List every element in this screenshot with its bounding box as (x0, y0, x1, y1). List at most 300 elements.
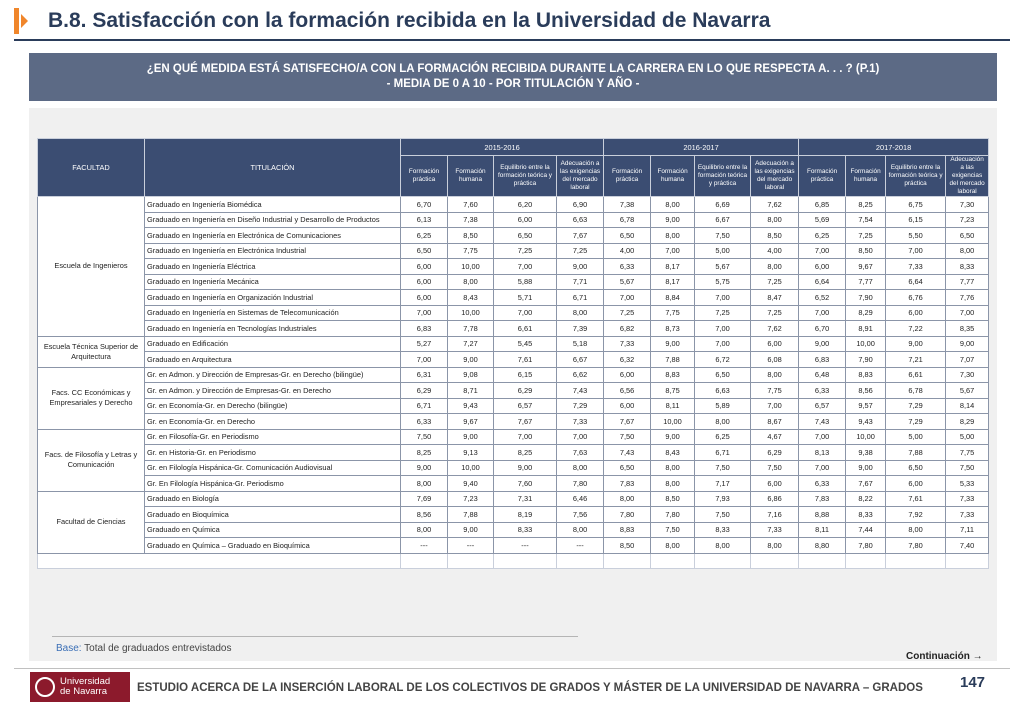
value-cell: 8,47 (751, 290, 799, 306)
value-cell: 7,00 (651, 243, 695, 259)
value-cell: 7,00 (695, 321, 751, 337)
value-cell: 8,73 (651, 321, 695, 337)
value-cell: 7,75 (651, 305, 695, 321)
value-cell: 6,50 (946, 228, 989, 244)
table-row (38, 507, 989, 523)
value-cell: 7,00 (695, 336, 751, 352)
value-cell: 8,00 (751, 367, 799, 383)
value-cell: 6,72 (695, 352, 751, 368)
value-cell: 8,22 (846, 491, 886, 507)
value-cell: 7,25 (494, 243, 557, 259)
value-cell: 7,56 (557, 507, 604, 523)
table-row (38, 352, 989, 368)
header-subcolumn: Equilibrio entre la formación teórica y práctica (494, 156, 557, 197)
value-cell: 8,35 (946, 321, 989, 337)
titulacion-cell: Graduado en Ingeniería en Sistemas de Telecomunicación (145, 305, 401, 321)
value-cell: 5,67 (946, 383, 989, 399)
facultad-cell: Facs. de Filosofía y Letras y Comunicación (38, 429, 145, 491)
value-cell: 6,32 (604, 352, 651, 368)
value-cell: 8,29 (946, 414, 989, 430)
value-cell: 7,21 (886, 352, 946, 368)
table-row (38, 445, 989, 461)
base-note (56, 643, 232, 654)
value-cell: 9,00 (401, 460, 448, 476)
value-cell: 7,33 (751, 522, 799, 538)
value-cell: 8,75 (651, 383, 695, 399)
titulacion-cell: Gr. en Admon. y Dirección de Empresas-Gr. en Derecho (bilingüe) (145, 367, 401, 383)
continuation-link[interactable]: Continuación → (906, 651, 983, 662)
value-cell: 7,33 (604, 336, 651, 352)
value-cell: 7,75 (751, 383, 799, 399)
value-cell: 7,25 (557, 243, 604, 259)
header-subcolumn: Adecuación a las exigencias del mercado laboral (557, 156, 604, 197)
value-cell: 7,00 (946, 305, 989, 321)
header-subcolumn: Adecuación a las exigencias del mercado laboral (751, 156, 799, 197)
table-row (38, 259, 989, 275)
value-cell: 8,43 (448, 290, 494, 306)
value-cell: 6,64 (799, 274, 846, 290)
value-cell: 8,83 (651, 367, 695, 383)
value-cell: 6,62 (557, 367, 604, 383)
value-cell: 7,00 (751, 398, 799, 414)
value-cell: 8,83 (604, 522, 651, 538)
value-cell: 7,38 (448, 212, 494, 228)
header-subcolumn: Equilibrio entre la formación teórica y práctica (886, 156, 946, 197)
value-cell: 6,25 (695, 429, 751, 445)
value-cell: 9,67 (448, 414, 494, 430)
facultad-cell: Facs. CC Económicas y Empresariales y Derecho (38, 367, 145, 429)
value-cell: 7,93 (695, 491, 751, 507)
table-row (38, 228, 989, 244)
titulacion-cell: Graduado en Edificación (145, 336, 401, 352)
value-cell: 8,00 (651, 460, 695, 476)
total-value-cell: 7,20 (557, 553, 604, 569)
value-cell: 9,00 (946, 336, 989, 352)
value-cell: 6,46 (557, 491, 604, 507)
facultad-cell: Facultad de Ciencias (38, 491, 145, 553)
table-row (38, 305, 989, 321)
value-cell: 5,67 (604, 274, 651, 290)
titulacion-cell: Graduado en Ingeniería en Tecnologías Industriales (145, 321, 401, 337)
value-cell: 8,00 (651, 197, 695, 213)
value-cell: 9,00 (846, 460, 886, 476)
value-cell: 7,80 (846, 538, 886, 554)
value-cell: 9,08 (448, 367, 494, 383)
titulacion-cell: Gr. en Economía-Gr. en Derecho (145, 414, 401, 430)
value-cell: 7,60 (494, 476, 557, 492)
value-cell: 6,83 (401, 321, 448, 337)
header-subcolumn: Formación práctica (604, 156, 651, 197)
value-cell: 10,00 (448, 259, 494, 275)
value-cell: 7,76 (946, 290, 989, 306)
value-cell: 8,33 (695, 522, 751, 538)
value-cell: 6,70 (401, 197, 448, 213)
total-value-cell: 8,64 (448, 553, 494, 569)
header-year: 2017-2018 (799, 139, 989, 156)
total-value-cell: 7,23 (946, 553, 989, 569)
value-cell: 10,00 (448, 305, 494, 321)
value-cell: 7,30 (946, 367, 989, 383)
value-cell: 7,25 (751, 305, 799, 321)
value-cell: 6,50 (401, 243, 448, 259)
value-cell: 7,67 (557, 228, 604, 244)
value-cell: 8,33 (946, 259, 989, 275)
value-cell: 8,00 (886, 522, 946, 538)
value-cell: 9,00 (886, 336, 946, 352)
header-subcolumn: Equilibrio entre la formación teórica y práctica (695, 156, 751, 197)
titulacion-cell: Gr. en Economía-Gr. en Derecho (bilingüe) (145, 398, 401, 414)
value-cell: 8,25 (401, 445, 448, 461)
value-cell: 8,00 (651, 538, 695, 554)
value-cell: --- (557, 538, 604, 554)
header-year: 2016-2017 (604, 139, 799, 156)
value-cell: 8,00 (695, 538, 751, 554)
value-cell: 6,33 (799, 476, 846, 492)
value-cell: 8,88 (799, 507, 846, 523)
value-cell: 7,00 (695, 290, 751, 306)
logo-line-2: de Navarra (60, 686, 107, 697)
value-cell: 5,75 (695, 274, 751, 290)
value-cell: 7,83 (799, 491, 846, 507)
value-cell: 7,67 (846, 476, 886, 492)
value-cell: 6,13 (401, 212, 448, 228)
value-cell: 6,50 (604, 228, 651, 244)
value-cell: 7,43 (604, 445, 651, 461)
table-row (38, 460, 989, 476)
header-subcolumn: Formación humana (651, 156, 695, 197)
value-cell: 5,00 (695, 243, 751, 259)
value-cell: 5,00 (886, 429, 946, 445)
header-titulacion: TITULACIÓN (145, 139, 401, 197)
total-row (38, 553, 989, 569)
value-cell: 7,00 (799, 429, 846, 445)
value-cell: 7,11 (946, 522, 989, 538)
value-cell: 7,29 (886, 398, 946, 414)
value-cell: 4,00 (751, 243, 799, 259)
titulacion-cell: Graduado en Arquitectura (145, 352, 401, 368)
table-row (38, 398, 989, 414)
value-cell: 7,62 (751, 197, 799, 213)
value-cell: 6,63 (695, 383, 751, 399)
header-subcolumn: Formación práctica (799, 156, 846, 197)
value-cell: 6,70 (799, 321, 846, 337)
value-cell: 6,78 (604, 212, 651, 228)
total-label: TOTAL (38, 553, 401, 569)
total-value-cell: 7,01 (604, 553, 651, 569)
value-cell: 7,90 (846, 352, 886, 368)
value-cell: 7,31 (494, 491, 557, 507)
value-cell: 8,00 (557, 305, 604, 321)
value-cell: 8,50 (751, 228, 799, 244)
table-row (38, 321, 989, 337)
value-cell: 7,75 (946, 445, 989, 461)
value-cell: 7,25 (695, 305, 751, 321)
value-cell: 6,64 (886, 274, 946, 290)
value-cell: 6,25 (401, 228, 448, 244)
value-cell: 6,50 (695, 367, 751, 383)
value-cell: 7,22 (886, 321, 946, 337)
titulacion-cell: Graduado en Ingeniería Mecánica (145, 274, 401, 290)
titulacion-cell: Gr. en Historia-Gr. en Periodismo (145, 445, 401, 461)
value-cell: 6,63 (557, 212, 604, 228)
value-cell: 7,07 (946, 352, 989, 368)
value-cell: 8,91 (846, 321, 886, 337)
value-cell: 6,15 (886, 212, 946, 228)
question-banner (29, 53, 997, 101)
titulacion-cell: Graduado en Ingeniería en Electrónica de Comunicaciones (145, 228, 401, 244)
value-cell: 8,17 (651, 274, 695, 290)
value-cell: 6,57 (494, 398, 557, 414)
value-cell: 6,00 (886, 476, 946, 492)
value-cell: 7,50 (604, 429, 651, 445)
value-cell: 6,50 (886, 460, 946, 476)
value-cell: 4,67 (751, 429, 799, 445)
value-cell: 8,00 (751, 212, 799, 228)
table-row (38, 197, 989, 213)
value-cell: 6,90 (557, 197, 604, 213)
title-divider (14, 39, 1010, 41)
value-cell: 6,85 (799, 197, 846, 213)
chevron-right-icon (14, 8, 28, 34)
value-cell: 6,00 (401, 274, 448, 290)
value-cell: 8,11 (799, 522, 846, 538)
value-cell: 9,38 (846, 445, 886, 461)
value-cell: 7,50 (946, 460, 989, 476)
value-cell: 9,00 (448, 352, 494, 368)
value-cell: 7,23 (448, 491, 494, 507)
value-cell: 7,90 (846, 290, 886, 306)
value-cell: 6,71 (401, 398, 448, 414)
total-value-cell: 6,90 (886, 553, 946, 569)
value-cell: 8,50 (846, 243, 886, 259)
value-cell: 8,67 (751, 414, 799, 430)
value-cell: 7,29 (557, 398, 604, 414)
value-cell: 6,75 (886, 197, 946, 213)
total-value-cell: 7,03 (799, 553, 846, 569)
value-cell: 9,00 (494, 460, 557, 476)
value-cell: 6,69 (695, 197, 751, 213)
value-cell: 7,50 (401, 429, 448, 445)
value-cell: 8,56 (846, 383, 886, 399)
value-cell: 6,52 (799, 290, 846, 306)
value-cell: 6,67 (557, 352, 604, 368)
value-cell: --- (448, 538, 494, 554)
logo-line-1: Universidad (60, 676, 111, 687)
value-cell: 8,83 (846, 367, 886, 383)
value-cell: 6,00 (604, 367, 651, 383)
seal-icon (35, 677, 55, 697)
header-year: 2015-2016 (401, 139, 604, 156)
value-cell: 6,15 (494, 367, 557, 383)
titulacion-cell: Graduado en Química – Graduado en Bioquímica (145, 538, 401, 554)
titulacion-cell: Graduado en Ingeniería Biomédica (145, 197, 401, 213)
table-row (38, 414, 989, 430)
value-cell: 6,33 (799, 383, 846, 399)
titulacion-cell: Graduado en Biología (145, 491, 401, 507)
value-cell: 9,57 (846, 398, 886, 414)
value-cell: 7,43 (557, 383, 604, 399)
value-cell: 7,80 (604, 507, 651, 523)
value-cell: 6,71 (695, 445, 751, 461)
value-cell: 7,00 (799, 460, 846, 476)
value-cell: 9,00 (651, 212, 695, 228)
value-cell: 6,57 (799, 398, 846, 414)
value-cell: 8,00 (604, 491, 651, 507)
value-cell: 5,88 (494, 274, 557, 290)
value-cell: 8,43 (651, 445, 695, 461)
table-row (38, 522, 989, 538)
value-cell: 7,63 (557, 445, 604, 461)
value-cell: 9,00 (799, 336, 846, 352)
value-cell: 7,88 (886, 445, 946, 461)
value-cell: 5,67 (695, 259, 751, 275)
value-cell: --- (401, 538, 448, 554)
value-cell: 5,27 (401, 336, 448, 352)
table-row (38, 274, 989, 290)
titulacion-cell: Graduado en Ingeniería Eléctrica (145, 259, 401, 275)
value-cell: 8,00 (401, 476, 448, 492)
titulacion-cell: Gr. en Filosofía-Gr. en Periodismo (145, 429, 401, 445)
value-cell: 5,89 (695, 398, 751, 414)
value-cell: 8,13 (799, 445, 846, 461)
value-cell: 7,75 (448, 243, 494, 259)
value-cell: 6,33 (401, 414, 448, 430)
value-cell: 6,56 (604, 383, 651, 399)
header-subcolumn: Formación práctica (401, 156, 448, 197)
value-cell: 9,67 (846, 259, 886, 275)
value-cell: 6,71 (557, 290, 604, 306)
total-value-cell: 6,98 (494, 553, 557, 569)
header-facultad: FACULTAD (38, 139, 145, 197)
value-cell: 8,00 (557, 522, 604, 538)
value-cell: 7,27 (448, 336, 494, 352)
value-cell: 8,00 (401, 522, 448, 538)
base-text: Total de graduados entrevistados (81, 643, 232, 654)
value-cell: 6,00 (799, 259, 846, 275)
table-row (38, 491, 989, 507)
table-row (38, 429, 989, 445)
value-cell: 9,00 (557, 259, 604, 275)
value-cell: 7,71 (557, 274, 604, 290)
value-cell: 8,19 (494, 507, 557, 523)
page-title: B.8. Satisfacción con la formación recibida en la Universidad de Navarra (48, 9, 771, 32)
value-cell: 7,80 (651, 507, 695, 523)
value-cell: 9,43 (846, 414, 886, 430)
titulacion-cell: Graduado en Química (145, 522, 401, 538)
facultad-cell: Escuela de Ingenieros (38, 197, 145, 337)
titulacion-cell: Gr. en Filología Hispánica-Gr. Comunicación Audiovisual (145, 460, 401, 476)
value-cell: 5,69 (799, 212, 846, 228)
value-cell: 6,31 (401, 367, 448, 383)
value-cell: 5,50 (886, 228, 946, 244)
value-cell: 6,00 (886, 305, 946, 321)
value-cell: 7,29 (886, 414, 946, 430)
value-cell: 10,00 (846, 336, 886, 352)
value-cell: 8,00 (946, 243, 989, 259)
satisfaction-table (37, 138, 989, 569)
table-row (38, 243, 989, 259)
value-cell: 5,45 (494, 336, 557, 352)
value-cell: 7,30 (946, 197, 989, 213)
value-cell: 7,44 (846, 522, 886, 538)
value-cell: 7,92 (886, 507, 946, 523)
table-row (38, 336, 989, 352)
value-cell: 7,61 (494, 352, 557, 368)
titulacion-cell: Graduado en Ingeniería en Electrónica Industrial (145, 243, 401, 259)
value-cell: 9,00 (651, 429, 695, 445)
value-cell: 7,33 (557, 414, 604, 430)
value-cell: 8,80 (799, 538, 846, 554)
value-cell: 7,00 (494, 305, 557, 321)
value-cell: 7,25 (846, 228, 886, 244)
value-cell: 7,00 (401, 305, 448, 321)
value-cell: 8,00 (557, 460, 604, 476)
value-cell: 8,00 (751, 538, 799, 554)
value-cell: 6,33 (604, 259, 651, 275)
value-cell: 6,00 (604, 398, 651, 414)
value-cell: 9,13 (448, 445, 494, 461)
value-cell: 7,40 (946, 538, 989, 554)
banner-line-1: ¿EN QUÉ MEDIDA ESTÁ SATISFECHO/A CON LA FORMACIÓN RECIBIDA DURANTE LA CARRERA EN LO QUE RESPECTA A. . . ? (P.1) (146, 63, 880, 75)
value-cell: 7,78 (448, 321, 494, 337)
value-cell: 7,50 (751, 460, 799, 476)
value-cell: 7,33 (886, 259, 946, 275)
value-cell: 6,48 (799, 367, 846, 383)
value-cell: 7,80 (557, 476, 604, 492)
value-cell: --- (494, 538, 557, 554)
value-cell: 8,14 (946, 398, 989, 414)
value-cell: 9,00 (448, 522, 494, 538)
value-cell: 6,29 (751, 445, 799, 461)
value-cell: 7,17 (695, 476, 751, 492)
value-cell: 7,43 (799, 414, 846, 430)
value-cell: 6,50 (494, 228, 557, 244)
value-cell: 8,50 (604, 538, 651, 554)
titulacion-cell: Graduado en Ingeniería en Organización Industrial (145, 290, 401, 306)
value-cell: 7,38 (604, 197, 651, 213)
value-cell: 7,62 (751, 321, 799, 337)
value-cell: 8,00 (448, 274, 494, 290)
titulacion-cell: Gr. En Filología Hispánica-Gr. Periodismo (145, 476, 401, 492)
table-row (38, 290, 989, 306)
value-cell: 10,00 (651, 414, 695, 430)
value-cell: 9,43 (448, 398, 494, 414)
value-cell: 10,00 (448, 460, 494, 476)
value-cell: 7,54 (846, 212, 886, 228)
value-cell: 6,78 (886, 383, 946, 399)
table-row (38, 383, 989, 399)
value-cell: 9,40 (448, 476, 494, 492)
value-cell: 6,83 (799, 352, 846, 368)
value-cell: 5,33 (946, 476, 989, 492)
value-cell: 7,61 (886, 491, 946, 507)
value-cell: 6,50 (604, 460, 651, 476)
value-cell: 8,00 (651, 476, 695, 492)
value-cell: 8,25 (494, 445, 557, 461)
value-cell: 7,77 (946, 274, 989, 290)
value-cell: 7,33 (946, 507, 989, 523)
value-cell: 6,25 (799, 228, 846, 244)
value-cell: 8,25 (846, 197, 886, 213)
value-cell: 6,82 (604, 321, 651, 337)
value-cell: 6,00 (751, 336, 799, 352)
value-cell: 7,88 (651, 352, 695, 368)
value-cell: 6,61 (886, 367, 946, 383)
value-cell: 9,00 (651, 336, 695, 352)
value-cell: 6,00 (401, 290, 448, 306)
value-cell: 7,67 (604, 414, 651, 430)
value-cell: 7,83 (604, 476, 651, 492)
